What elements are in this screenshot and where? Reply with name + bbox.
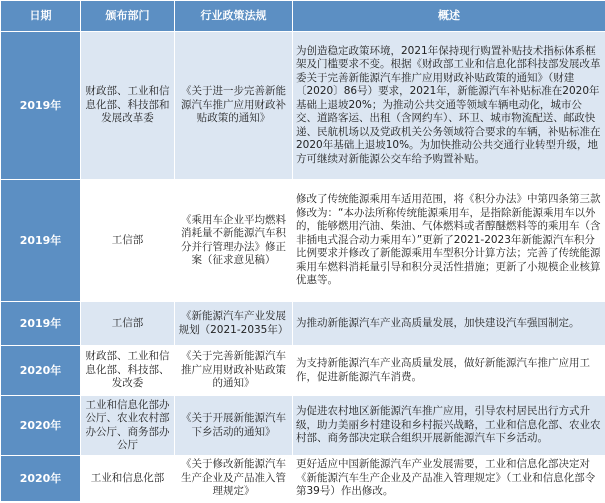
row-department: 财政部、工业和信息化部、科技部和发展改革委 — [81, 32, 175, 180]
table-row — [1, 456, 605, 502]
row-overview: 为促进农村地区新能源汽车推广应用，引导农村居民出行方式升级，助力美丽乡村建设和乡村振兴战略，工业和信息化部、农业农村部、商务部决定联合组织开展新能源汽车下乡活动。 — [293, 396, 605, 456]
row-date: 2019年 — [1, 32, 81, 180]
header-policy: 行业政策法规 — [175, 1, 293, 32]
row-date: 2019年 — [1, 180, 81, 302]
row-department: 财政部、工业和信息化部、科技部、发改委 — [81, 346, 175, 396]
header-overview: 概述 — [293, 1, 605, 32]
row-policy: 《新能源汽车产业发展规划（2021-2035年） — [175, 302, 293, 346]
row-department: 工信部 — [81, 302, 175, 346]
table-row — [1, 346, 605, 396]
row-policy: 《关于完善新能源汽车推广应用财政补贴政策的通知》 — [175, 346, 293, 396]
row-policy: 《关于进一步完善新能源汽车推广应用财政补贴政策的通知》 — [175, 32, 293, 180]
row-overview: 为创造稳定政策环境，2021年保持现行购置补贴技术指标体系框架及门槛要求不变。根据《财政部工业和信息化部科技部发展改革委关于完善新能源汽车推广应用财政补贴政策的通知》（财建〔2020〕86号）要求，2021年，新能源汽车补贴标准在2020年基础上退坡20%；为推动公共交通等领域车辆电动化，城市公交、道路客运、出租（含网约车）、环卫、城市物流配送、邮政快递、民航机场以及党政机关公务领域符合要求的车辆，补贴标准在2020年基础上退坡10%。为加快推动公共交通行业转型升级，地方可继续对新能源公交车给予购置补贴。 — [293, 32, 605, 180]
row-policy: 《乘用车企业平均燃料消耗量不新能源汽车积分并行管理办法》修正案（征求意见稿） — [175, 180, 293, 302]
row-department: 工业和信息化部办公厅、农业农村部办公厅、商务部办公厅 — [81, 396, 175, 456]
row-overview: 更好适应中国新能源汽车产业发展需要，工业和信息化部决定对《新能源汽车生产企业及产品准入管理规定》（工业和信息化部令第39号）作出修改。 — [293, 456, 605, 502]
row-department: 工信部 — [81, 180, 175, 302]
table-row — [1, 32, 605, 180]
table-row — [1, 302, 605, 346]
row-department: 工业和信息化部 — [81, 456, 175, 502]
row-date: 2020年 — [1, 456, 81, 502]
row-date: 2020年 — [1, 396, 81, 456]
row-date: 2020年 — [1, 346, 81, 396]
row-overview: 为推动新能源汽车产业高质量发展，加快建设汽车强国制定。 — [293, 302, 605, 346]
table-row — [1, 180, 605, 302]
row-policy: 《关于修改新能源汽车生产企业及产品准入管理规定》 — [175, 456, 293, 502]
header-date: 日期 — [1, 1, 81, 32]
table-header-row — [1, 1, 605, 32]
row-policy: 《关于开展新能源汽车下乡活动的通知》 — [175, 396, 293, 456]
header-department: 颁布部门 — [81, 1, 175, 32]
row-overview: 为支持新能源汽车产业高质量发展，做好新能源汽车推广应用工作，促进新能源汽车消费。 — [293, 346, 605, 396]
row-overview: 修改了传统能源乘用车适用范围，将《积分办法》中第四条第三款修改为：“本办法所称传统能源乘用车，是指除新能源乘用车以外的，能够燃用汽油、柴油、气体燃料或者醇醚燃料等的乘用车（含非插电式混合动力乘用车）”更新了2021-2023年新能源汽车积分比例要求并修改了新能源乘用车型积分计算方法；完善了传统能源乘用车燃料消耗量引导和积分灵活性措施；更新了小规模企业核算优惠等。 — [293, 180, 605, 302]
table-row — [1, 396, 605, 456]
row-date: 2019年 — [1, 302, 81, 346]
